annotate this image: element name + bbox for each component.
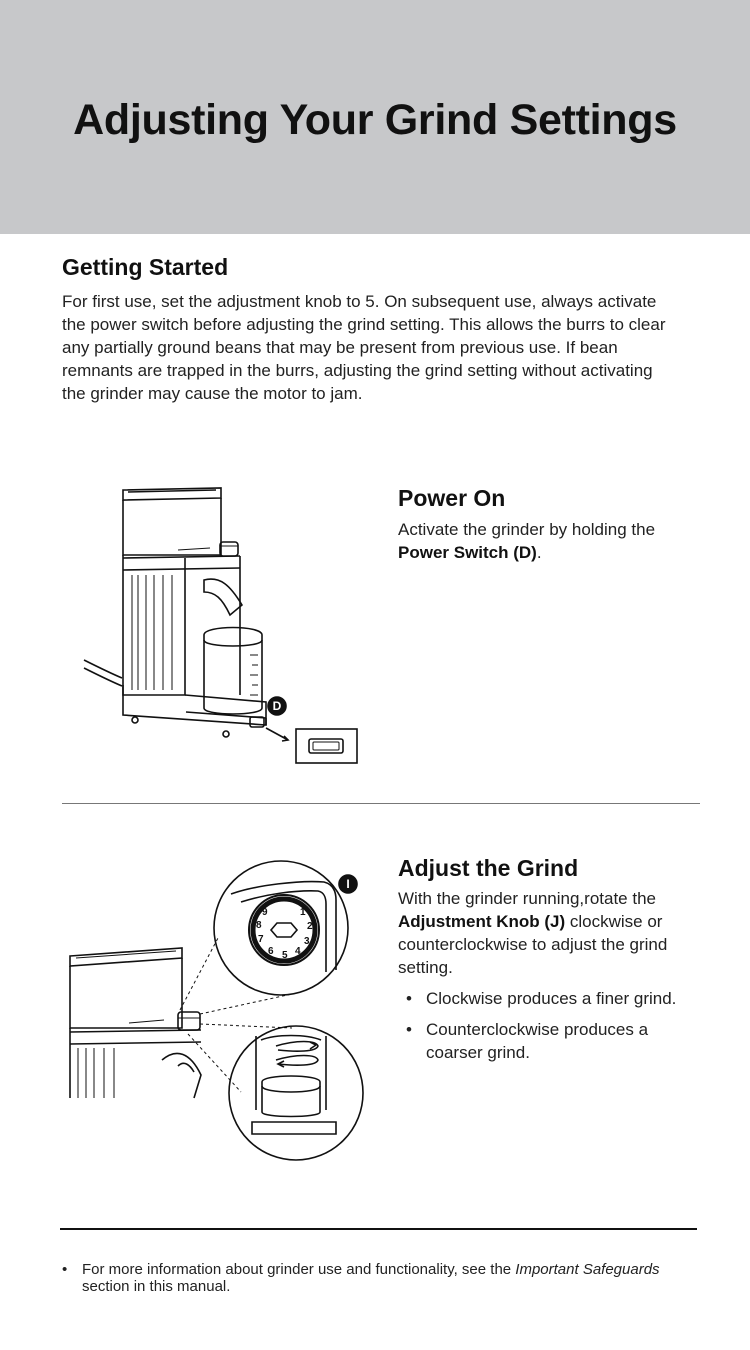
power-on-text: Activate the grinder by holding the Power Switch (D).: [398, 520, 656, 562]
adjustment-knob-term: Adjustment Knob (J): [398, 912, 566, 931]
list-item: • Clockwise produces a finer grind.: [406, 989, 677, 1008]
dial-number: 9: [262, 907, 268, 918]
grinder-power-switch-illustration: [80, 480, 370, 770]
dial-number: 3: [304, 936, 310, 947]
dial-number: 7: [258, 934, 264, 945]
list-item: • Counterclockwise produces a coarser grind.: [406, 1020, 649, 1062]
dial-number: 6: [268, 946, 274, 957]
dial-number: 1: [300, 907, 306, 918]
adjust-grind-text: With the grinder running,rotate the Adjustment Knob (J) clockwise or counterclockwise to adjust the grind setting.: [398, 889, 668, 977]
dial-number: 5: [282, 950, 288, 961]
power-on-heading: Power On: [398, 485, 506, 511]
page-title: Adjusting Your Grind Settings: [73, 96, 677, 144]
grind-direction-list: [398, 987, 688, 1072]
page-header: [0, 0, 750, 234]
footer-note: • For more information about grinder use and functionality, see the Important Safeguards section in this manual.: [62, 1261, 660, 1295]
getting-started-heading: Getting Started: [62, 254, 229, 280]
getting-started-text: For first use, set the adjustment knob to 5. On subsequent use, always activate the power switch before adjusting the grind setting. This allows the burrs to clear any partially ground beans that may be present from previous use. If bean remnants are trapped in the burrs, adjusting the grind setting without activating the grinder may cause the motor to jam.: [62, 292, 666, 403]
dial-number: 4: [295, 946, 301, 957]
dial-number: 2: [307, 921, 313, 932]
grinder-adjustment-knob-illustration: [66, 860, 366, 1165]
adjust-grind-heading: Adjust the Grind: [398, 855, 579, 881]
power-switch-term: Power Switch (D): [398, 543, 537, 562]
power-switch-callout-label: D: [272, 699, 282, 713]
section-divider: [62, 803, 700, 804]
dial-number: 8: [256, 920, 262, 931]
footer-divider: [60, 1228, 697, 1230]
adjustment-knob-callout-label: I: [346, 877, 350, 891]
important-safeguards-reference: Important Safeguards: [515, 1261, 660, 1278]
footer-bullet: •: [62, 1261, 68, 1278]
